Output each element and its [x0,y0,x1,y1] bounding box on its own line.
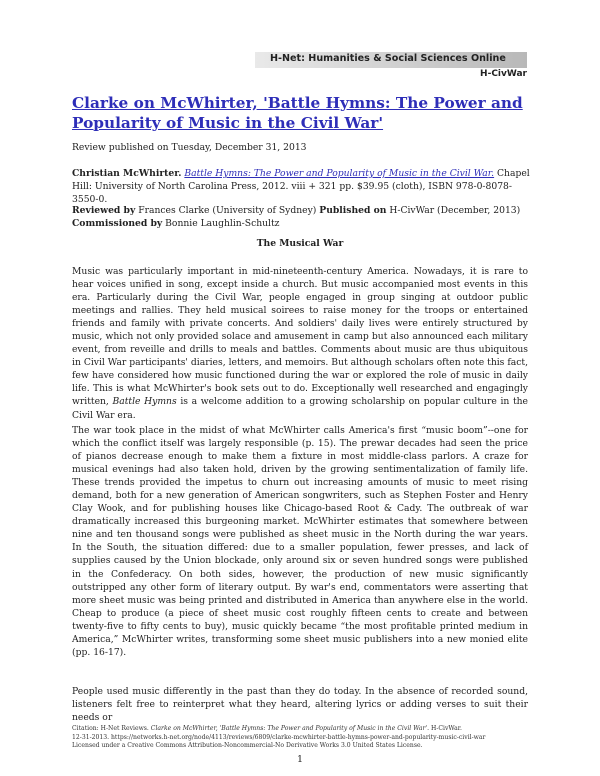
reviewer-name: Frances Clarke (University of Sydney) [135,205,320,216]
book-citation [72,167,532,206]
published-on-value: H-CivWar (December, 2013) [386,205,521,216]
review-title-link[interactable]: Clarke on McWhirter, 'Battle Hymns: The Power and Popularity of Music in the Civil War' [72,94,523,132]
site-banner-text: H-Net: Humanities & Social Sciences Online [270,53,506,64]
book-title-link[interactable]: Battle Hymns: The Power and Popularity of Music in the Civil War. [184,168,495,179]
review-metadata [72,204,532,230]
footer-license: Licensed under a Creative Commons Attribution-Noncommercial-No Derivative Works 3.0 United States License. [72,742,423,750]
reviewed-by-label: Reviewed by [72,205,136,216]
footer-url[interactable]: 12-31-2013. https://networks.h-net.org/node/4113/reviews/6809/clarke-mcwhirter-battle-hymns-power-and-popularity-music-civil-war [72,733,486,741]
paragraph-1-text-a: Music was particularly important in mid-nineteenth-century America. Nowadays, it is rare to hear voices unified in song, except inside a church. But music accompanied most events in this era. Particularly during the Civil War, people engaged in group singing at outdoor public meetings and rallies. They held musical soirees to raise money for the troops or entertained friends and family with private concerts. And soldiers' daily lives were entirely structured by music, which not only provided solace and amusement in camp but also announced each military event, from reveille and drills to meals and battles. Comments about music are thus ubiquitous in Civil War participants' diaries, letters, and memoirs. But although scholars often note this fact, few have considered how music functioned during the war or explored the role of music in daily life. This is what McWhirter's book sets out to do. Exceptionally well researched and engagingly written, [72,266,528,408]
page-number: 1 [296,754,304,765]
book-details: Chapel Hill: University of North Carolina Press, 2012. viii + 321 pp. $39.95 (cloth), ISBN 978-0-8078-3550-0. [72,168,530,205]
footer-citation [72,725,542,751]
publication-date: Review published on Tuesday, December 31, 2013 [72,142,307,153]
footer-cite-title: Clarke on McWhirter, 'Battle Hymns: The Power and Popularity of Music in the Civil War' [150,725,428,732]
paragraph-3: People used music differently in the past than they do today. In the absence of recorded sound, listeners felt free to reinterpret what they heard, altering lyrics or adding verses to suit their needs or [72,686,528,724]
network-name: H-CivWar [480,69,527,79]
footer-cite-suffix: . H-CivWar. [427,725,462,732]
section-heading: The Musical War [256,238,344,249]
paragraph-2: The war took place in the midst of what McWhirter calls America's first “music boom”--one for which the conflict itself was largely responsible (p. 15). The prewar decades had seen the price of pianos decrease enough to make them a fixture in most middle-class parlors. A craze for musical evenings had also taken hold, driven by the growing sentimentalization of family life. These trends provided the impetus to churn out increasing amounts of music to meet rising demand, both for a new generation of American songwriters, such as Stephen Foster and Henry Clay Wook, and for publishing houses like Chicago-based Root & Cady. The outbreak of war dramatically increased this burgeoning market. McWhirter estimates that somewhere between nine and ten thousand songs were published as sheet music in the North during the war years. In the South, the situation differed: due to a smaller population, fewer presses, and lack of supplies caused by the Union blockade, only around six or seven hundred songs were published in the Confederacy. On both sides, however, the production of new music significantly outstripped any other form of literary output. By war's end, commentators were asserting that more sheet music was being printed and distributed in America than anywhere else in the world. Cheap to produce (a piece of sheet music cost roughly fifteen cents to create and between twenty-five to fifty cents to buy), music quickly became “the most profitable printed medium in America,” McWhirter writes, transforming some sheet music publishers into a new monied elite (pp. 16-17). [72,425,528,658]
paragraph-1-text-b: is a welcome addition to a growing scholarship on popular culture in the Civil War era. [72,396,528,421]
book-author: Christian McWhirter. [72,168,182,179]
footer-cite-prefix: Citation: H-Net Reviews. [72,725,151,732]
paragraph-1-book-title: Battle Hymns [112,396,177,408]
published-on-label: Published on [319,205,387,216]
commissioner-name: Bonnie Laughlin-Schultz [162,218,280,229]
paragraph-1 [72,265,528,422]
commissioned-by-label: Commissioned by [72,218,163,229]
